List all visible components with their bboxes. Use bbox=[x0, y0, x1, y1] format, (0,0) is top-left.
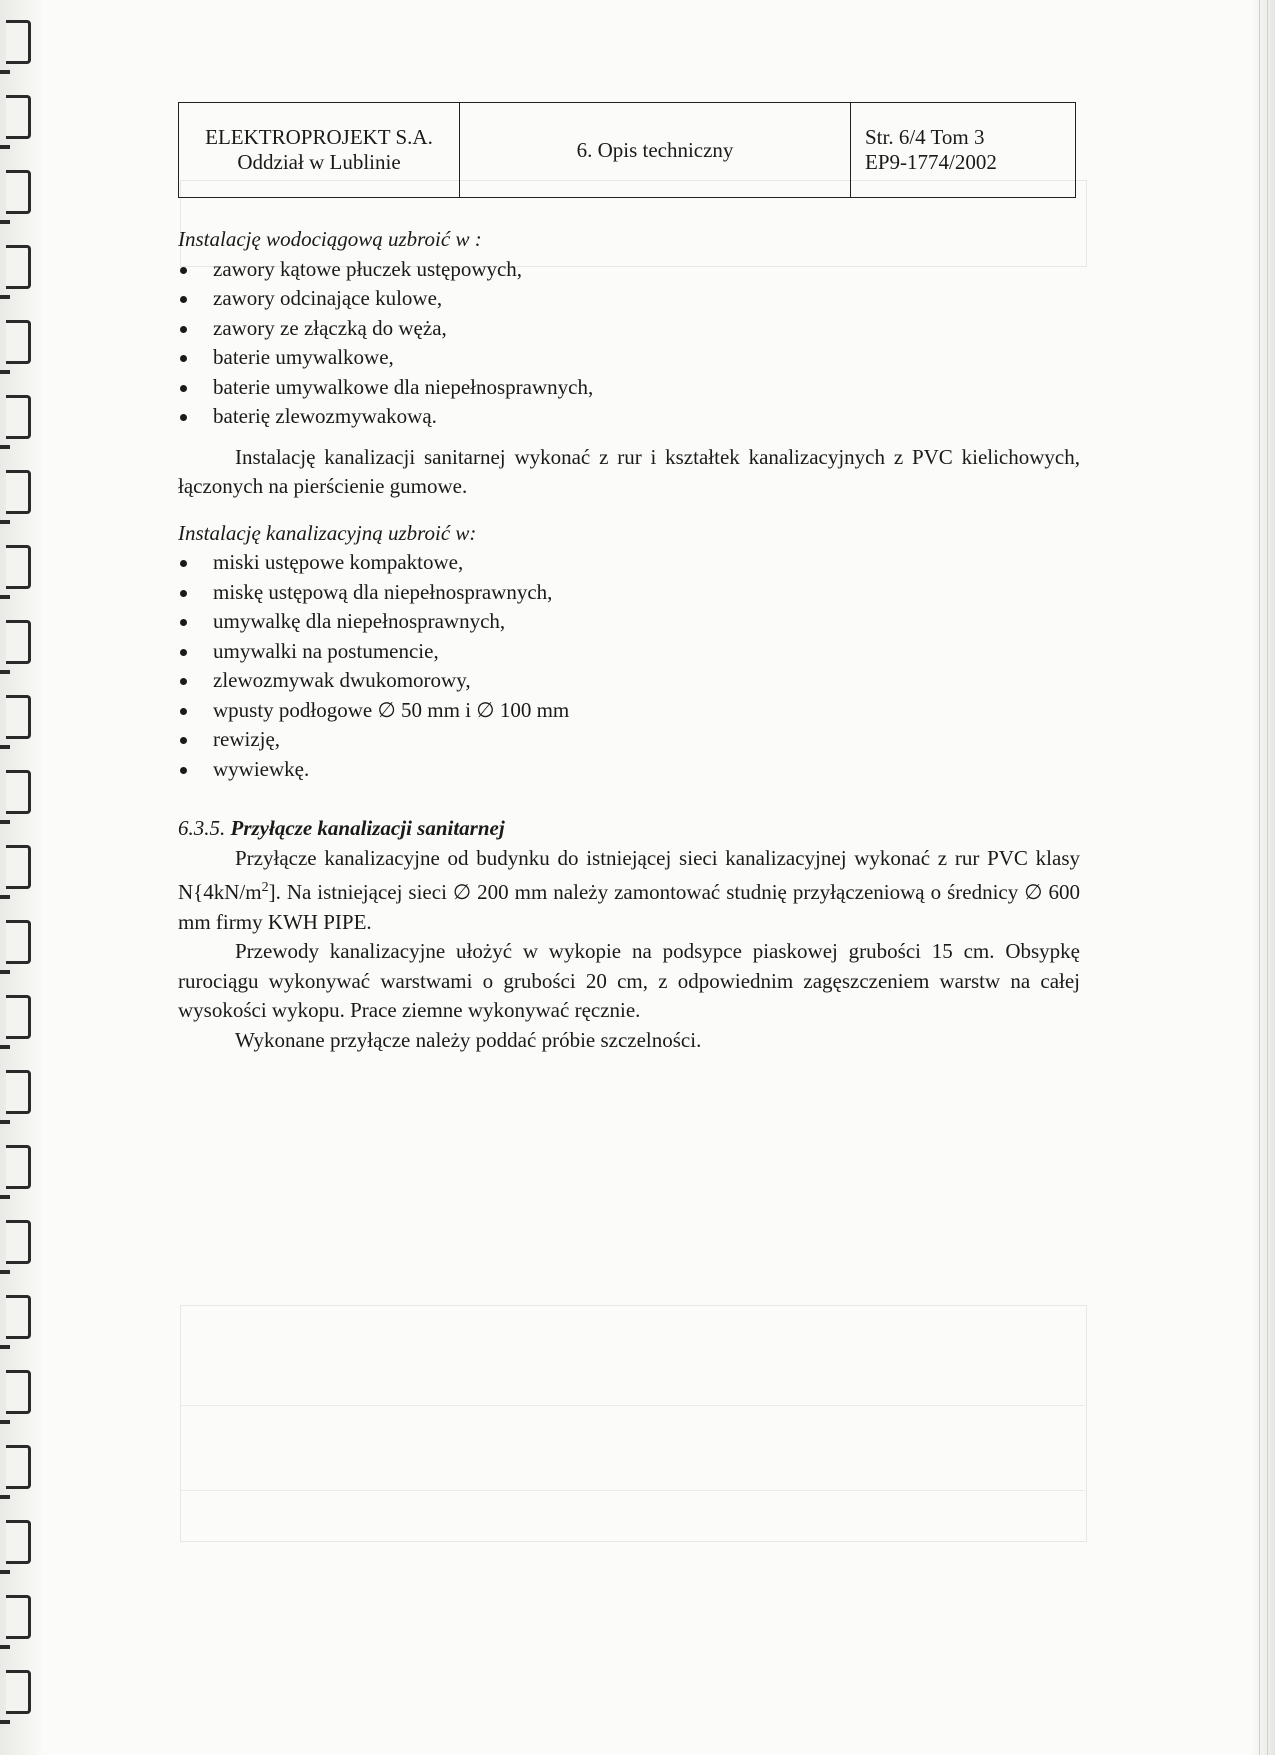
showthrough-titleblock bbox=[180, 1305, 1087, 1542]
binder-ring-icon bbox=[6, 770, 31, 814]
binder-ring-icon bbox=[6, 1220, 31, 1264]
company-name: ELEKTROPROJEKT S.A. bbox=[205, 125, 433, 149]
sewage-installation-item: zlewozmywak dwukomorowy, bbox=[178, 666, 1080, 696]
binder-ring-icon bbox=[6, 620, 31, 664]
water-installation-item: zawory kątowe płuczek ustępowych, bbox=[178, 255, 1080, 285]
connection-paragraph-2: Przewody kanalizacyjne ułożyć w wykopie na podsypce piaskowej grubości 15 cm. Obsypkę rurociągu wykonywać warstwami o grubości 20 cm, z odpowiednim zagęszczeniem warstw na całej wysokości wykopu. Prace ziemne wykonywać ręcznie. bbox=[178, 939, 1080, 1022]
binder-ring-icon bbox=[6, 920, 31, 964]
header-ref-cell bbox=[851, 103, 1076, 198]
binder-mark bbox=[0, 1420, 10, 1424]
water-list-heading: Instalację wodociągową uzbroić w : bbox=[178, 227, 482, 251]
p1-text-b: ]. Na istniejącej sieci ∅ 200 mm należy zamontować studnię przyłączeniową o średnicy ∅ 600 mm firmy KWH PIPE. bbox=[178, 880, 1080, 934]
binder-mark bbox=[0, 520, 10, 524]
binder-mark bbox=[0, 595, 10, 599]
binder-ring-icon bbox=[6, 245, 31, 289]
binder-ring-icon bbox=[6, 395, 31, 439]
water-installation-item: zawory ze złączką do węża, bbox=[178, 314, 1080, 344]
binder-mark bbox=[0, 1570, 10, 1574]
company-branch: Oddział w Lublinie bbox=[237, 150, 401, 174]
water-installation-item: zawory odcinające kulowe, bbox=[178, 284, 1080, 314]
binder-mark bbox=[0, 820, 10, 824]
binder-mark bbox=[0, 745, 10, 749]
binder-mark bbox=[0, 295, 10, 299]
header-table bbox=[178, 102, 1076, 198]
water-installation-item: baterie umywalkowe dla niepełnosprawnych, bbox=[178, 373, 1080, 403]
binder-mark bbox=[0, 970, 10, 974]
sewage-installation-item: miskę ustępową dla niepełnosprawnych, bbox=[178, 578, 1080, 608]
binder-ring-icon bbox=[6, 170, 31, 214]
page-edge bbox=[1251, 0, 1275, 1755]
binder-mark bbox=[0, 145, 10, 149]
section-heading bbox=[178, 814, 1080, 844]
binder-mark bbox=[0, 220, 10, 224]
binder-mark bbox=[0, 1345, 10, 1349]
binder-ring-icon bbox=[6, 470, 31, 514]
sewage-fittings-list bbox=[178, 548, 1080, 784]
sewage-list-heading: Instalację kanalizacyjną uzbroić w: bbox=[178, 520, 477, 545]
sewage-installation-item: wywiewkę. bbox=[178, 755, 1080, 785]
binder-ring-icon bbox=[6, 95, 31, 139]
water-installation-item: baterię zlewozmywakową. bbox=[178, 402, 1080, 432]
showthrough-line bbox=[180, 1490, 1085, 1491]
header-company-cell bbox=[179, 103, 460, 198]
binder-ring-icon bbox=[6, 20, 31, 64]
binder-mark bbox=[0, 1120, 10, 1124]
sewage-installation-item: wpusty podłogowe ∅ 50 mm i ∅ 100 mm bbox=[178, 696, 1080, 726]
sewage-installation-item: miski ustępowe kompaktowe, bbox=[178, 548, 1080, 578]
binder-mark bbox=[0, 1720, 10, 1724]
binder-mark bbox=[0, 1195, 10, 1199]
page-reference: Str. 6/4 Tom 3 bbox=[865, 125, 985, 149]
binder-ring-icon bbox=[6, 320, 31, 364]
binder-ring-icon bbox=[6, 1670, 31, 1714]
connection-paragraph-3: Wykonane przyłącze należy poddać próbie szczelności. bbox=[235, 1027, 702, 1052]
section-title: Przyłącze kanalizacji sanitarnej bbox=[230, 816, 505, 840]
binder-ring-icon bbox=[6, 1145, 31, 1189]
section-name: 6. Opis techniczny bbox=[576, 137, 734, 162]
binder-mark bbox=[0, 1270, 10, 1274]
binder-mark bbox=[0, 70, 10, 74]
binder-mark bbox=[0, 1045, 10, 1049]
binding-strip bbox=[0, 0, 44, 1755]
binder-ring-icon bbox=[6, 1445, 31, 1489]
binder-mark bbox=[0, 445, 10, 449]
binder-ring-icon bbox=[6, 545, 31, 589]
sewage-installation-item: umywalki na postumencie, bbox=[178, 637, 1080, 667]
p1-superscript: 2 bbox=[261, 880, 269, 895]
sewage-installation-item: rewizję, bbox=[178, 725, 1080, 755]
document-body bbox=[178, 225, 1080, 1055]
binder-mark bbox=[0, 670, 10, 674]
binder-mark bbox=[0, 370, 10, 374]
water-fittings-list bbox=[178, 255, 1080, 432]
sewage-installation-item: umywalkę dla niepełnosprawnych, bbox=[178, 607, 1080, 637]
document-number: EP9-1774/2002 bbox=[865, 150, 997, 174]
water-installation-item: baterie umywalkowe, bbox=[178, 343, 1080, 373]
binder-ring-icon bbox=[6, 1595, 31, 1639]
sewage-paragraph: Instalację kanalizacji sanitarnej wykonać z rur i kształtek kanalizacyjnych z PVC kielichowych, łączonych na pierścienie gumowe. bbox=[178, 444, 1080, 498]
binder-mark bbox=[0, 895, 10, 899]
binder-mark bbox=[0, 1495, 10, 1499]
binder-ring-icon bbox=[6, 695, 31, 739]
showthrough-line bbox=[180, 1405, 1085, 1406]
binder-ring-icon bbox=[6, 1295, 31, 1339]
binder-ring-icon bbox=[6, 995, 31, 1039]
binder-ring-icon bbox=[6, 845, 31, 889]
p1-text-a: Przyłącze kanalizacyjne od budynku do istniejącej sieci kanalizacyjnej wykonać z rur PVC klasy N{4kN/m bbox=[178, 845, 1080, 904]
section-number: 6.3.5. bbox=[178, 816, 226, 840]
binder-ring-icon bbox=[6, 1070, 31, 1114]
binder-mark bbox=[0, 1645, 10, 1649]
binder-ring-icon bbox=[6, 1370, 31, 1414]
binder-ring-icon bbox=[6, 1520, 31, 1564]
header-section-cell bbox=[460, 103, 851, 198]
connection-paragraph-1 bbox=[178, 844, 1080, 938]
